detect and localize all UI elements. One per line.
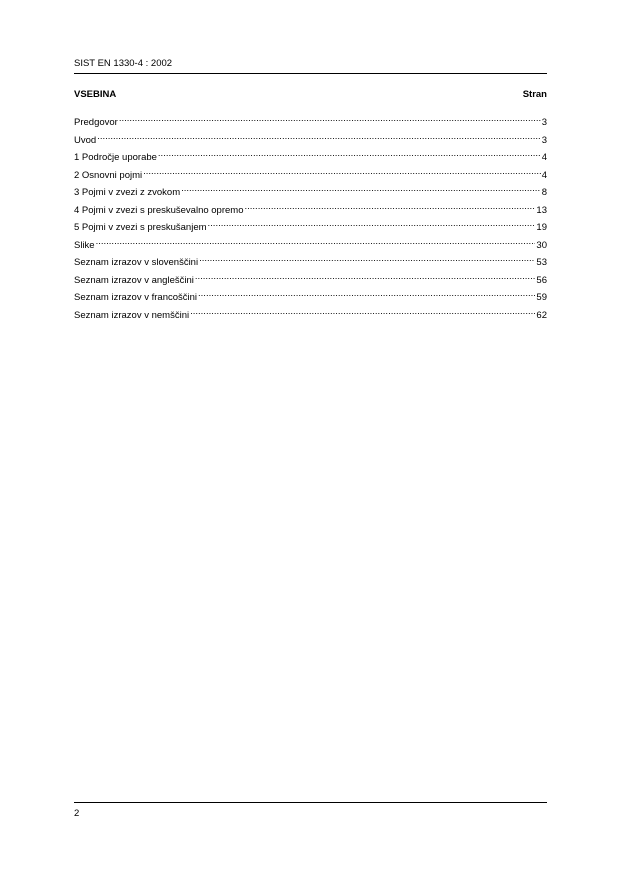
- dot-leader: [195, 271, 536, 283]
- page-number: 2: [74, 808, 80, 819]
- dot-leader: [245, 201, 536, 213]
- dot-leader: [97, 131, 541, 143]
- toc-entry-page: 3: [541, 117, 547, 128]
- toc-list: [74, 113, 547, 321]
- toc-entry[interactable]: [74, 131, 547, 146]
- toc-entry-page: 4: [541, 152, 547, 163]
- toc-entry-page: 62: [536, 309, 547, 321]
- toc-title: VSEBINA: [74, 89, 117, 100]
- toc-heading-row: [74, 89, 547, 101]
- dot-leader: [199, 253, 535, 265]
- toc-entry-page: 13: [536, 204, 547, 216]
- toc-entry-page: 19: [536, 222, 547, 233]
- toc-entry-title: Seznam izrazov v francoščini: [74, 292, 198, 303]
- toc-page-heading: Stran: [522, 89, 547, 100]
- dot-leader: [208, 218, 536, 230]
- toc-entry-page: 53: [536, 257, 547, 268]
- dot-leader: [96, 236, 536, 248]
- page-header: [74, 58, 547, 74]
- toc-entry-title: Seznam izrazov v nemščini: [74, 309, 190, 321]
- footer-rule: [74, 802, 547, 803]
- table-of-contents: [74, 89, 547, 323]
- page-footer: [74, 802, 547, 820]
- toc-entry-title: 4 Pojmi v zvezi s preskuševalno opremo: [74, 204, 244, 216]
- toc-entry-page: 8: [541, 187, 547, 198]
- toc-entry[interactable]: [74, 183, 547, 198]
- toc-entry[interactable]: [74, 148, 547, 163]
- toc-entry[interactable]: [74, 236, 547, 251]
- toc-entry[interactable]: [74, 288, 547, 303]
- document-id: SIST EN 1330-4 : 2002: [74, 58, 173, 69]
- toc-entry-title: Seznam izrazov v angleščini: [74, 274, 194, 286]
- toc-entry[interactable]: [74, 201, 547, 216]
- toc-entry-page: 30: [536, 239, 547, 251]
- toc-entry-page: 59: [536, 292, 547, 303]
- dot-leader: [190, 306, 535, 318]
- toc-entry[interactable]: [74, 253, 547, 268]
- toc-entry-title: Uvod: [74, 134, 97, 146]
- dot-leader: [119, 113, 541, 125]
- dot-leader: [158, 148, 541, 160]
- toc-entry-title: Seznam izrazov v slovenščini: [74, 257, 199, 268]
- toc-entry[interactable]: [74, 271, 547, 286]
- toc-entry-title: 1 Področje uporabe: [74, 152, 157, 163]
- toc-entry[interactable]: [74, 306, 547, 321]
- dot-leader: [198, 288, 535, 300]
- toc-entry-title: Predgovor: [74, 117, 118, 128]
- toc-entry-title: 2 Osnovni pojmi: [74, 169, 143, 181]
- toc-entry-title: 3 Pojmi v zvezi z zvokom: [74, 187, 181, 198]
- toc-entry-title: 5 Pojmi v zvezi s preskušanjem: [74, 222, 207, 233]
- header-rule: [74, 73, 547, 74]
- dot-leader: [143, 166, 541, 178]
- dot-leader: [181, 183, 541, 195]
- toc-entry-page: 4: [541, 169, 547, 181]
- toc-entry[interactable]: [74, 218, 547, 233]
- toc-entry[interactable]: [74, 166, 547, 181]
- toc-entry-title: Slike: [74, 239, 95, 251]
- toc-entry[interactable]: [74, 113, 547, 128]
- toc-entry-page: 56: [536, 274, 547, 286]
- toc-entry-page: 3: [541, 134, 547, 146]
